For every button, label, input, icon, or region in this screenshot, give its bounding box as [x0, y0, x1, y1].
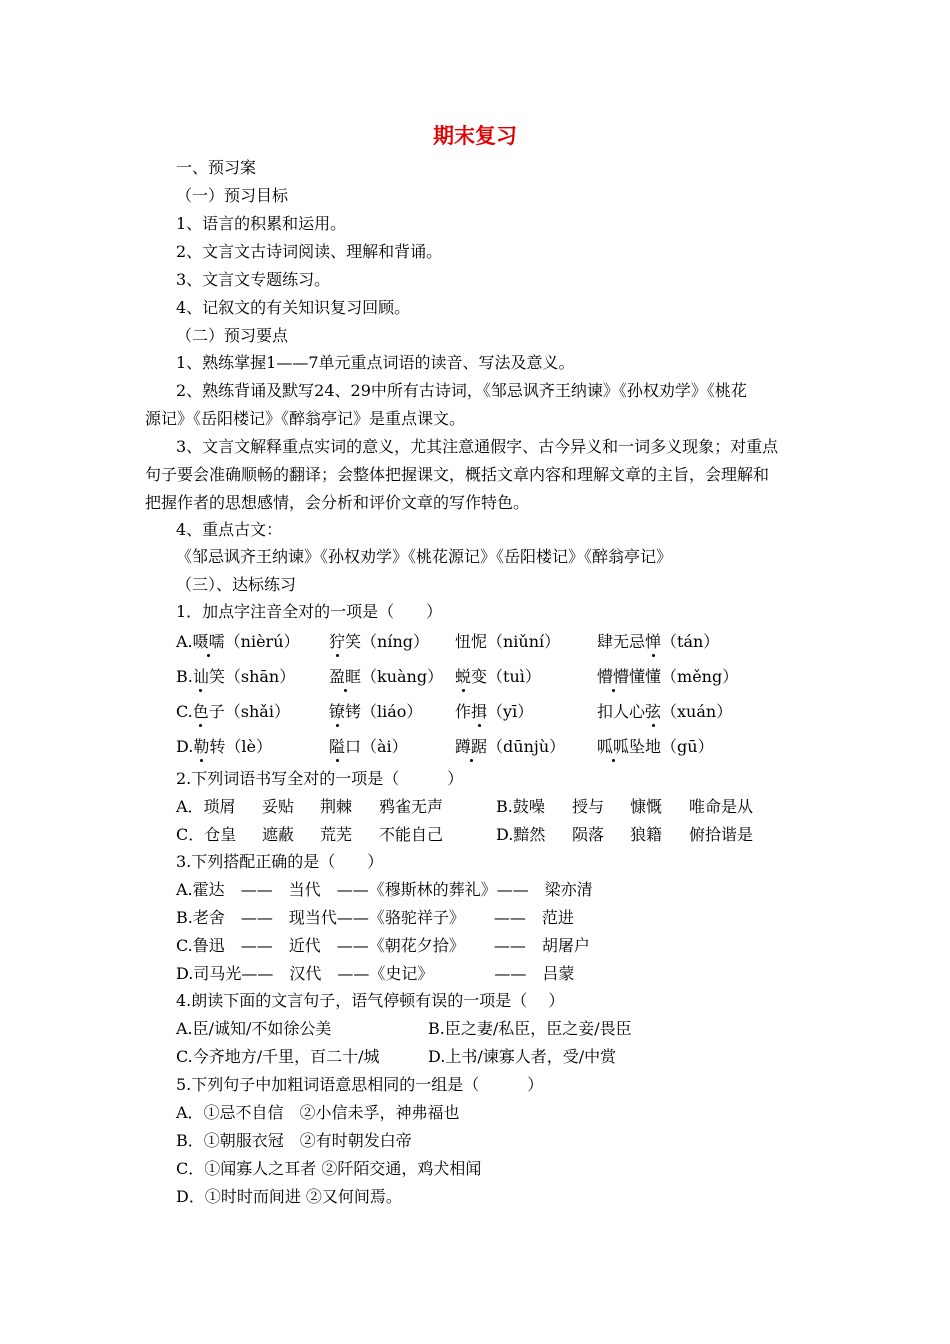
q2-word: 唯命是从: [689, 797, 754, 816]
point-item: 1、熟练掌握1——7单元重点词语的读音、写法及意义。: [176, 353, 575, 372]
q2-word: 鸦雀无声: [379, 797, 444, 816]
q4-option: D.上书/谏寡人者，受/中赏: [428, 1047, 617, 1066]
q2-word: 狼籍: [630, 825, 663, 844]
q1-option: C.色子（shǎi）: [176, 702, 290, 721]
classics-list: 《邹忌讽齐王纳谏》《孙权劝学》《桃花源记》《岳阳楼记》《醉翁亭记》: [176, 547, 673, 566]
section-practice: （三）、达标练习: [176, 575, 297, 594]
q1-option: 蜕变（tuì）: [455, 667, 541, 686]
q1-option: 扣人心弦（xuán）: [597, 702, 733, 721]
q1-option: B.讪笑（shān）: [176, 667, 296, 686]
q2-word: 荒芜: [320, 825, 353, 844]
q4-option: B.臣之妻/私臣，臣之妾/畏臣: [428, 1019, 632, 1038]
q2-word: A．琐屑: [176, 797, 236, 816]
goal-item: 2、文言文古诗词阅读、理解和背诵。: [176, 242, 443, 261]
q2-word: 陨落: [572, 825, 605, 844]
q2-word: 俯拾谐是: [689, 825, 754, 844]
q1-option: D.勒转（lè）: [176, 737, 272, 756]
q1-option: 肆无忌惮（tán）: [597, 632, 720, 651]
q1-option: 呱呱坠地（gū）: [597, 737, 714, 756]
q5-option: D．①时时而间进 ②又何间焉。: [176, 1187, 402, 1206]
section-points: （二）预习要点: [176, 326, 289, 345]
q2-word: 授与: [572, 797, 605, 816]
q5-option: B．①朝服衣冠 ②有时朝发白帝: [176, 1131, 412, 1150]
point-item: 2、熟练背诵及默写24、29中所有古诗词，《邹忌讽齐王纳谏》《孙权劝学》《桃花: [176, 381, 747, 400]
q1-option: 懵懵懂懂（měng）: [597, 667, 739, 686]
q1-option: 蹲踞（dūnjù）: [455, 737, 566, 756]
q2-word: 妥贴: [262, 797, 295, 816]
q2-word: 不能自己: [379, 825, 444, 844]
section-goals: （一）预习目标: [176, 186, 289, 205]
point-item-cont: 把握作者的思想感情，会分析和评价文章的写作特色。: [145, 493, 530, 512]
q1-option: 盈眶（kuàng）: [329, 667, 444, 686]
q4-option: C.今齐地方/千里，百二十/城: [176, 1047, 380, 1066]
q3-option: D.司马光—— 汉代 ——《史记》 —— 吕蒙: [176, 964, 575, 983]
goal-item: 4、记叙文的有关知识复习回顾。: [176, 298, 411, 317]
q2-word: C．仓皇: [176, 825, 237, 844]
question-3-stem: 3.下列搭配正确的是（ ）: [176, 852, 384, 871]
goal-item: 1、语言的积累和运用。: [176, 214, 347, 233]
q2-word: 慷慨: [630, 797, 663, 816]
q2-word: 荆棘: [320, 797, 353, 816]
question-2-stem: 2.下列词语书写全对的一项是（ ）: [176, 769, 464, 788]
question-1-stem: 1．加点字注音全对的一项是（ ）: [176, 602, 443, 621]
q1-option: 镣铐（liáo）: [329, 702, 423, 721]
point-item: 3、文言文解释重点实词的意义，尤其注意通假字、古今异义和一词多义现象；对重点: [176, 437, 779, 456]
q2-word: 遮蔽: [262, 825, 295, 844]
q5-option: C．①闻寡人之耳者 ②阡陌交通，鸡犬相闻: [176, 1159, 482, 1178]
q5-option: A．①忌不自信 ②小信未孚，神弗福也: [176, 1103, 460, 1122]
q1-option: 作揖（yī）: [455, 702, 534, 721]
point-item-cont: 句子要会准确顺畅的翻译；会整体把握课文，概括文章内容和理解文章的主旨，会理解和: [145, 465, 770, 484]
goal-item: 3、文言文专题练习。: [176, 270, 331, 289]
q3-option: C.鲁迅 —— 近代 ——《朝花夕拾》 —— 胡屠户: [176, 936, 590, 955]
q2-word: B.鼓噪: [496, 797, 545, 816]
section-preview: 一、预习案: [176, 158, 257, 177]
point-item: 4、重点古文：: [176, 520, 283, 539]
q4-option: A.臣/诚知/不如徐公美: [176, 1019, 332, 1038]
question-4-stem: 4.朗读下面的文言句子，语气停顿有误的一项是（ ）: [176, 991, 565, 1010]
q2-word: D.黯然: [496, 825, 546, 844]
question-5-stem: 5.下列句子中加粗词语意思相同的一组是（ ）: [176, 1075, 544, 1094]
point-item-cont: 源记》《岳阳楼记》《醉翁亭记》是重点课文。: [145, 409, 466, 428]
q1-option: 隘口（ài）: [329, 737, 408, 756]
q1-option: A.嗫嚅（nièrú）: [176, 632, 300, 651]
q3-option: A.霍达 —— 当代 ——《穆斯林的葬礼》—— 梁亦清: [176, 880, 593, 899]
page-title: 期末复习: [433, 124, 517, 148]
q1-option: 忸怩（niǔní）: [455, 632, 561, 651]
q1-option: 狞笑（níng）: [329, 632, 429, 651]
q3-option: B.老舍 —— 现当代——《骆驼祥子》 —— 范进: [176, 908, 574, 927]
